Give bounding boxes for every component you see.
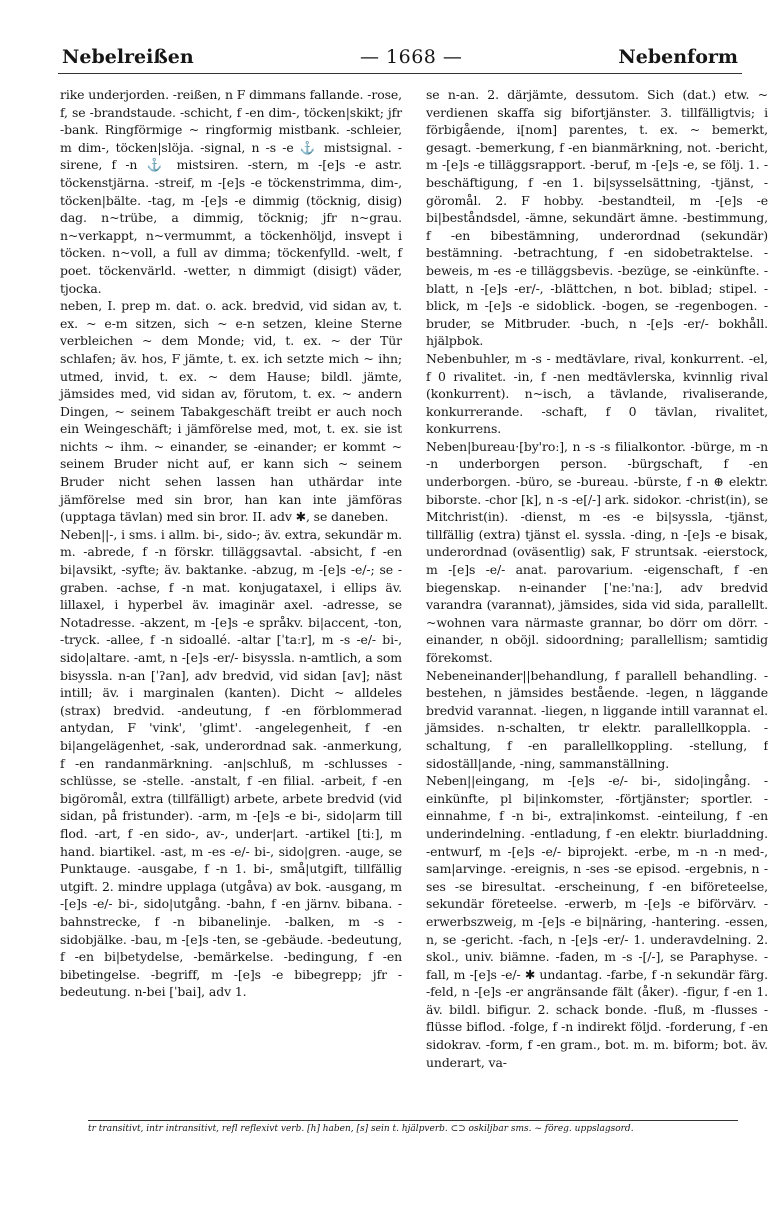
footer-rule xyxy=(88,1120,738,1121)
entry-neben-compounds: Neben||-, i sms. i allm. bi-, sido-; äv. extra, sekundär m. m. -abrede, f -n förskr. tilläggsavtal. -absicht, f -en bi|avsikt, -syfte; äv. baktanke. -abzug, m -[e]s -e/-; se -graben. -achse, f -n mat. konjugataxel, i ellips äv. lillaxel, i hyperbel äv. imaginär axel. -adresse, se Notadresse. -akzent, m -[e]s -e språkv. bi|accent, -ton, -tryck. -allee, f -n sidoallé. -altar [ˈtaːr], m -s -e/- bi-, sido|altare. -amt, n -[e]s -er/- bisyssla. n-amtlich, a som bisyssla. n-an [ˈʔan], adv bredvid, vid sidan [av]; näst intill; äv. i marginalen (kanten). Dicht ~ alldeles (strax) bredvid. -andeutung, f -en förblommerad antydan, F 'vink', 'glimt'. -angelegenheit, f -en bi|angelägenhet, -sak, underordnad sak. -anmerkung, f -en randanmärkning. -an|schluß, m -schlusses -schlüsse, se -stelle. -anstalt, f -en filial. -arbeit, f -en bigöromål, extra (tillfälligt) arbete, arbete bredvid (vid sidan, på fristunder). -arm, m -[e]s -e bi-, sido|arm till flod. -art, f -en sido-, av-, under|art. -artikel [tiː], m hand. biartikel. -ast, m -es -e/- bi-, sido|gren. -auge, se Punktauge. -ausgabe, f -n 1. bi-, små|utgift, tillfällig utgift. 2. mindre upplaga (utgåva) av bok. -ausgang, m -[e]s -e/- bi-, sido|utgång. -bahn, f -en järnv. bibana. -bahnstrecke, f -n bibanelinje. -balken, m -s - sidobjälke. -bau, m -[e]s -ten, se -gebäude. -bedeutung, f -en bi|betydelse, -bemärkelse. -bedingung, f -en bibetingelse. -begriff, m -[e]s -e bibegrepp; jfr -bedeutung. n-bei [ˈbai], adv 1. xyxy=(60,526,402,1000)
entry-neben-prep: neben, I. prep m. dat. o. ack. bredvid, vid sidan av, t. ex. ~ e-m sitzen, sich ~ e-n setzen, kleine Sterne verbleichen ~ dem Monde; vid, t. ex. ~ der Tür schlafen; äv. hos, F jämte, t. ex. ich setzte mich ~ ihn; utmed, invid, t. ex. ~ dem Hause; bildl. jämte, jämsides med, vid sidan av, förutom, t. ex. ~ andern Dingen, ~ seinem Tabakgeschäft treibt er auch noch ein Weingeschäft; i jämförelse med, mot, t. ex. sie ist nichts ~ ihm. ~ einander, se -einander; er kommt ~ seinem Bruder nicht auf, er kann sich ~ seinem Bruder nicht sehen lassen han uthärdar inte jämförelse med sin bror, han kan inte jämföras (upptaga tävlan) med sin bror. II. adv ✱, se daneben. xyxy=(60,298,402,525)
header-rule xyxy=(58,73,742,74)
entry-nebeneinander-compounds: Nebeneinander||behandlung, f parallell behandling. -bestehen, n jämsides bestående. -legen, n läggande bredvid varannat. -liegen, n liggande intill varannat el. jämsides. n-schalten, tr elektr. parallellkoppla. -schaltung, f -en parallellkoppling. -stellung, f sidoställ|ande, -ning, sammanställning. xyxy=(426,667,768,771)
page-number: — 1668 — xyxy=(360,46,463,68)
left-column xyxy=(60,86,402,1001)
running-head-left: Nebelreißen xyxy=(62,46,194,68)
entry-nebenbureau: Neben|bureau·[by'roː], n -s -s filialkontor. -bürge, m -n -n underborgen person. -bürgschaft, f -en underborgen. -büro, se -bureau. -bürste, f -n ⊕ elektr. biborste. -chor [k], n -s -e[/-] ark. sidokor. -christ(in), se Mitchrist(in). -dienst, m -es -e bi|syssla, -tjänst, tillfällig (extra) tjänst el. syssla. -ding, n -[e]s -e bisak, underordnad (oväsentlig) sak, F struntsak. -eierstock, m -[e]s -e/- anat. parovarium. -eigenschaft, f -en biegenskap. n-einander [ˈneː'naː], adv bredvid varandra (varannat), jämsides, sida vid sida, parallellt. ~wohnen vara närmaste grannar, bo dörr om dörr. -einander, n oböjl. sidoordning; parallellism; samtidig förekomst. xyxy=(426,438,768,665)
running-head-right: Nebenform xyxy=(618,46,738,68)
entry-nebeneingang: Neben||eingang, m -[e]s -e/- bi-, sido|ingång. -einkünfte, pl bi|inkomster, -förtjänster; sportler. -einnahme, f -n bi-, extra|inkomst. -einteilung, f -en underindelning. -entladung, f -en elektr. biurladdning. -entwurf, m -[e]s -e/- biprojekt. -erbe, m -n -n med-, sam|arvinge. -ereignis, n -ses -se episod. -ergebnis, n -ses -se biresultat. -erscheinung, f -en biföreteelse, sekundär företeelse. -erwerb, m -[e]s -e biförvärv. -erwerbszweig, m -[e]s -e bi|näring, -hantering. -essen, n, se -gericht. -fach, n -[e]s -er/- 1. underavdelning. 2. skol., univ. biämne. -faden, m -s -[/-], se Paraphyse. -fall, m -[e]s -e/- ✱ undantag. -farbe, f -n sekundär färg. -feld, n -[e]s -er angränsande fält (åker). -figur, f -en 1. äv. bildl. bifigur. 2. schack bonde. -fluß, m -flusses -flüsse biflod. -folge, f -n indirekt följd. -forderung, f -en sidokrav. -form, f -en gram., bot. m. m. biform; bot. äv. underart, va- xyxy=(426,773,768,1070)
entry-nebenbei-continued: se n-an. 2. därjämte, dessutom. Sich (dat.) etw. ~ verdienen skaffa sig bifortjänster. 3. tillfälligtvis; i förbigående, i[nom] parentes, t. ex. ~ bemerkt, gesagt. -bemerkung, f -en bianmärkning, not. -bericht, m -[e]s -e tilläggsrapport. -beruf, m -[e]s -e, se följ. 1. -beschäftigung, f -en 1. bi|sysselsättning, -tjänst, -göromål. 2. F hobby. -bestandteil, m -[e]s -e bi|beståndsdel, -ämne, sekundärt ämne. -bestimmung, f -en bibestämning, underordnad (sekundär) bestämning. -betrachtung, f -en sidobetraktelse. -beweis, m -es -e tilläggsbevis. -bezüge, se -einkünfte. -blatt, n -[e]s -er/-, -blättchen, n bot. biblad; stipel. -blick, m -[e]s -e sidoblick. -bogen, se -regenbogen. -bruder, se Mitbruder. -buch, n -[e]s -er/- bokhåll. hjälpbok. xyxy=(426,87,768,349)
abbreviation-legend: tr transitivt, intr intransitivt, refl reflexivt verb. [h] haben, [s] sein t. hjälpverb. ⊂⊃ oskiljbar sms. ~ föreg. uppslagsord. xyxy=(88,1124,634,1134)
right-column xyxy=(426,86,768,1071)
entry-nebel-compounds: rike underjorden. -reißen, n F dimmans fallande. -rose, f, se -brandstaude. -schicht, f -en dim-, töcken|skikt; jfr -bank. Ringförmige ~ ringformig mistbank. -schleier, m dim-, töcken|slöja. -signal, n -s -e ⚓ mistsignal. -sirene, f -n ⚓ mistsiren. -stern, m -[e]s -e astr. töckenstjärna. -streif, m -[e]s -e töckenstrimma, dim-, töcken|bälte. -tag, m -[e]s -e dimmig (töcknig, disig) dag. n~trübe, a dimmig, töcknig; jfr n~grau. n~verkappt, n~vermummt, a töckenhöljd, insvept i töcken. n~voll, a full av dimma; töckenfylld. -welt, f poet. töckenvärld. -wetter, n dimmigt (disigt) väder, tjocka. xyxy=(60,87,402,296)
entry-nebenbuhler: Nebenbuhler, m -s - medtävlare, rival, konkurrent. -el, f 0 rivalitet. -in, f -nen medtävlerska, kvinnlig rival (konkurrent). n~isch, a tävlande, rivaliserande, konkurrerande. -schaft, f 0 tävlan, rivalitet, konkurrens. xyxy=(426,350,768,437)
